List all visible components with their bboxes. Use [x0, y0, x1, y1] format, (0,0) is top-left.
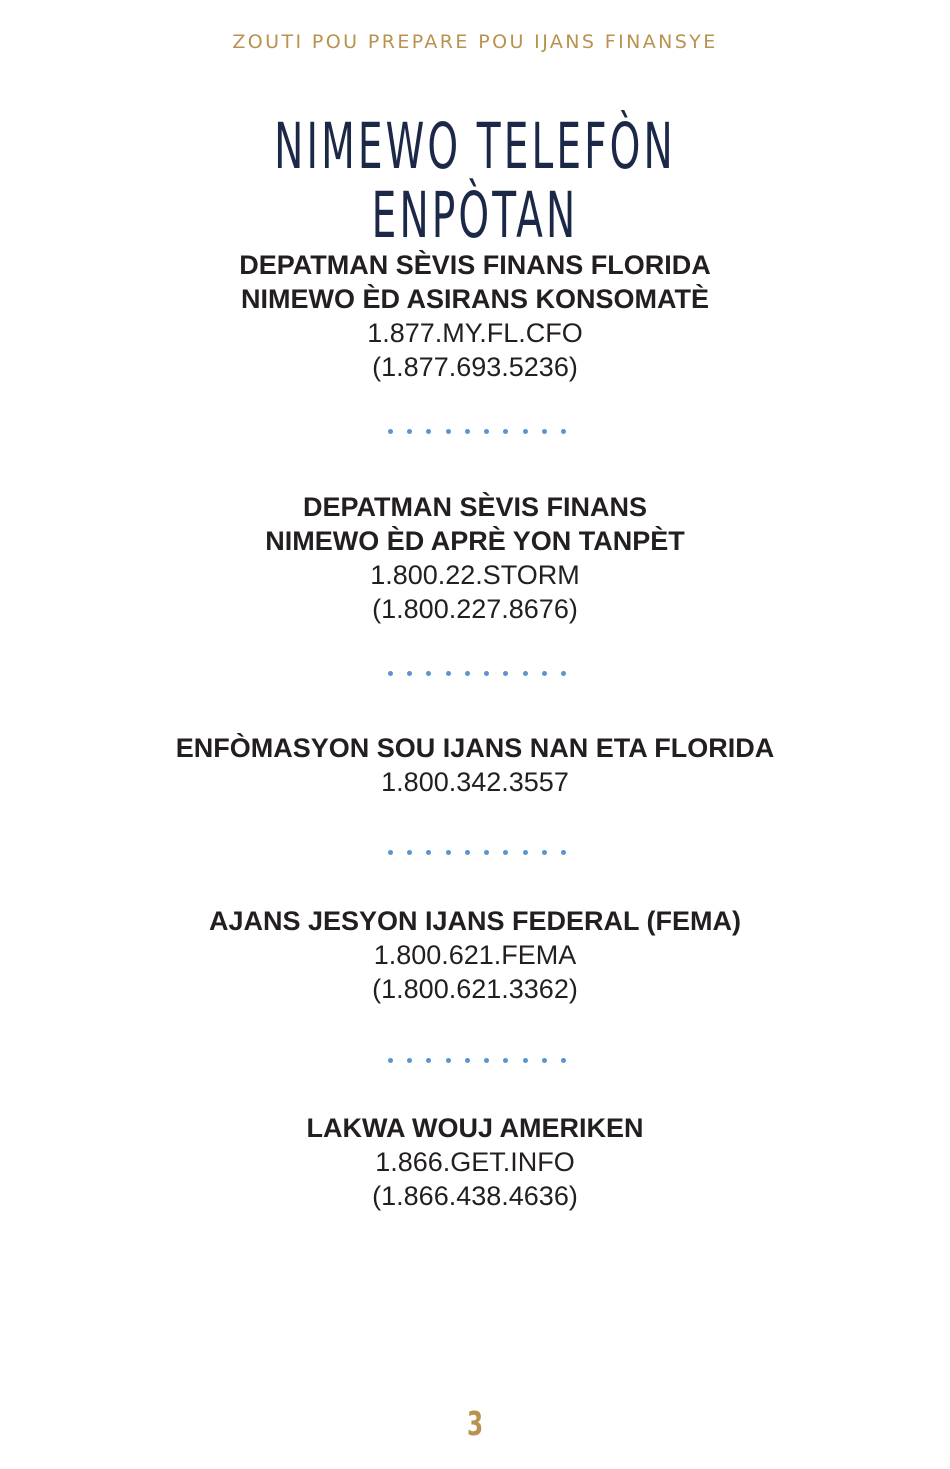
contact-fema	[0, 904, 950, 1006]
contact-red-cross	[0, 1111, 950, 1213]
dotted-divider	[388, 671, 566, 679]
page-number: 3	[466, 1404, 484, 1443]
contact-name: LAKWA WOUJ AMERIKEN	[306, 1113, 644, 1143]
phone-number[interactable]: (1.800.227.8676)	[372, 594, 578, 624]
contact-name: ENFÒMASYON SOU IJANS NAN ETA FLORIDA	[175, 733, 775, 763]
contact-consumer-helpline	[0, 248, 950, 384]
dotted-divider	[388, 850, 566, 858]
dotted-divider	[388, 429, 566, 437]
contact-name: NIMEWO ÈD APRÈ YON TANPÈT	[265, 526, 685, 556]
phone-number[interactable]: (1.877.693.5236)	[372, 352, 578, 382]
phone-number[interactable]: 1.800.22.STORM	[370, 560, 580, 590]
contact-name: AJANS JESYON IJANS FEDERAL (FEMA)	[208, 906, 742, 936]
contact-name: NIMEWO ÈD ASIRANS KONSOMATÈ	[240, 284, 709, 314]
page-title: NIMEWO TELEFÒN ENPÒTAN	[274, 110, 676, 253]
phone-number[interactable]: 1.866.GET.INFO	[375, 1147, 575, 1177]
phone-number[interactable]: 1.800.621.FEMA	[373, 940, 577, 970]
contact-name: DEPATMAN SÈVIS FINANS	[302, 492, 648, 522]
contact-florida-emergency-info	[0, 731, 950, 799]
contact-storm-helpline	[0, 490, 950, 626]
dotted-divider	[388, 1058, 566, 1066]
phone-number[interactable]: (1.800.621.3362)	[372, 974, 578, 1004]
phone-number[interactable]: 1.877.MY.FL.CFO	[367, 318, 583, 348]
contact-name: DEPATMAN SÈVIS FINANS FLORIDA	[239, 250, 711, 280]
phone-number[interactable]: 1.800.342.3557	[381, 767, 569, 797]
kicker-heading: ZOUTI POU PREPARE POU IJANS FINANSYE	[232, 31, 718, 53]
phone-number[interactable]: (1.866.438.4636)	[372, 1181, 578, 1211]
